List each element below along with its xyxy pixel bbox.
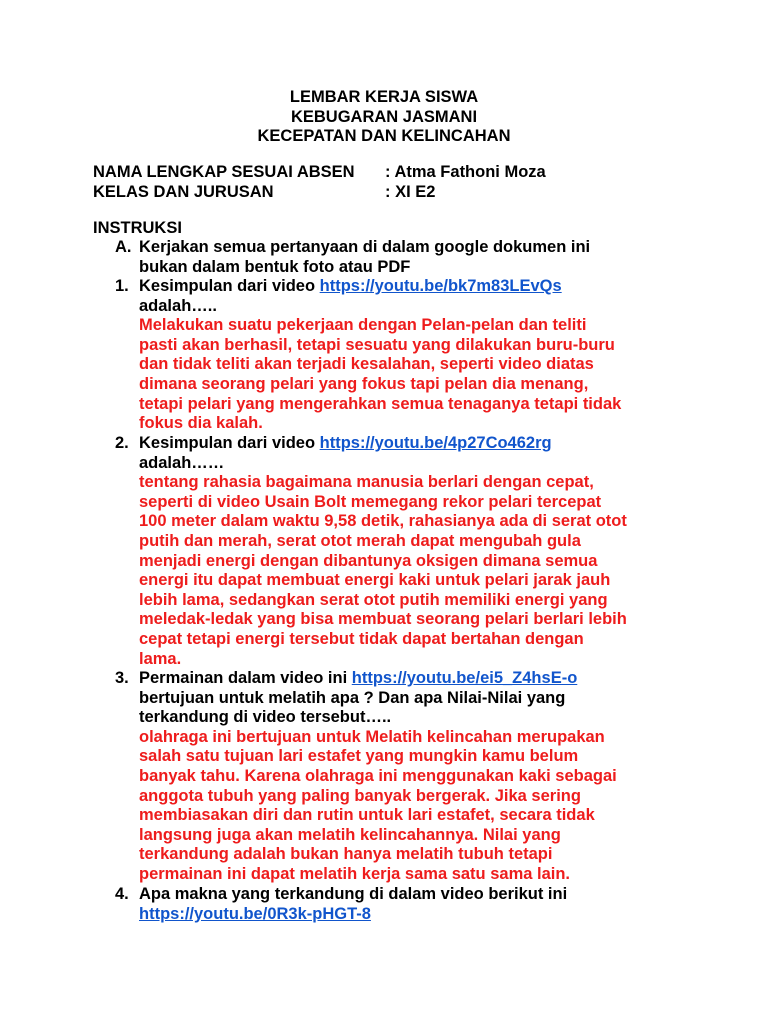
answer-line: tentang rahasia bagaimana manusia berlari dengan cepat, — [139, 473, 594, 492]
title-line-2: KEBUGARAN JASMANI — [290, 107, 478, 126]
student-class-row — [93, 183, 435, 203]
answer-line: olahraga ini bertujuan untuk Melatih kelincahan merupakan — [139, 727, 605, 746]
answer-line: salah satu tujuan lari estafet yang mungkin kamu belum — [139, 747, 579, 766]
student-class-label: KELAS DAN JURUSAN — [93, 183, 274, 201]
instruction-note-line: bukan dalam bentuk foto atau PDF — [139, 257, 411, 276]
answer-line: anggota tubuh yang paling banyak bergerak. Jika sering — [139, 786, 581, 805]
question-prompt — [139, 277, 685, 297]
instructions-heading: INSTRUKSI — [93, 219, 182, 237]
answer-line: 100 meter dalam waktu 9,58 detik, rahasianya ada di serat otot — [139, 512, 627, 531]
answer-line: membiasakan diri dan rutin untuk lari estafet, secara tidak — [139, 806, 595, 825]
answer-line: tetapi pelari yang mengerahkan semua tenaganya tetapi tidak — [139, 394, 622, 413]
question-prompt-text: Kesimpulan dari video — [139, 434, 320, 452]
question-number: 1. — [115, 277, 129, 295]
question-prompt-text: Kesimpulan dari video — [139, 277, 320, 295]
question-prompt-line: adalah….. — [139, 296, 217, 315]
student-name-value: : Atma Fathoni Moza — [385, 163, 546, 181]
answer-line: Melakukan suatu pekerjaan dengan Pelan-pelan dan teliti — [139, 316, 587, 335]
answer-line: dimana seorang pelari yang fokus tapi pelan dia menang, — [139, 374, 589, 393]
question-prompt-line: terkandung di video tersebut….. — [139, 708, 392, 727]
answer-line: pasti akan berhasil, tetapi sesuatu yang dilakukan buru-buru — [139, 335, 615, 354]
title-line-3: KECEPATAN DAN KELINCAHAN — [257, 127, 511, 145]
instruction-note-line: Kerjakan semua pertanyaan di dalam google dokumen ini — [139, 238, 591, 256]
question-3 — [115, 669, 685, 885]
answer-line: banyak tahu. Karena olahraga ini menggunakan kaki sebagai — [139, 766, 617, 785]
answer-line: energi itu dapat membuat energi kaki untuk pelari jarak jauh — [139, 571, 611, 590]
video-link[interactable]: https://youtu.be/ei5_Z4hsE-o — [351, 669, 578, 687]
student-name-label: NAMA LENGKAP SESUAI ABSEN — [93, 163, 355, 181]
answer-line: lama. — [139, 649, 182, 668]
answer-text[interactable] — [139, 473, 685, 669]
answer-text[interactable] — [139, 728, 685, 885]
answer-line: langsung juga akan melatih kelincahannya. Nilai yang — [139, 825, 561, 844]
question-prompt-line: bertujuan untuk melatih apa ? Dan apa Nilai-Nilai yang — [139, 688, 566, 707]
answer-line: meledak-ledak yang bisa membuat seorang pelari berlari lebih — [139, 610, 627, 629]
student-name-row — [93, 163, 546, 183]
question-prompt: Apa makna yang terkandung di dalam video berikut ini — [139, 885, 568, 903]
title-line-1: LEMBAR KERJA SISWA — [289, 88, 479, 106]
student-class-value: : XI E2 — [385, 183, 436, 201]
question-prompt-line: adalah…… — [139, 453, 225, 472]
answer-line: dan tidak teliti akan terjadi kesalahan, seperti video diatas — [139, 355, 594, 374]
question-prompt — [139, 434, 685, 454]
answer-text[interactable] — [139, 316, 685, 434]
answer-line: menjadi energi dengan dibantunya oksigen dimana semua — [139, 551, 598, 570]
document-title — [0, 88, 768, 147]
answer-line: terkandung adalah bukan hanya melatih tubuh tetapi — [139, 845, 553, 864]
question-number: 2. — [115, 434, 129, 452]
answer-line: cepat tetapi energi tersebut tidak dapat bertahan dengan — [139, 629, 584, 648]
answer-line: fokus dia kalah. — [139, 414, 263, 433]
question-1 — [115, 277, 685, 434]
video-link[interactable]: https://youtu.be/4p27Co462rg — [319, 434, 552, 452]
question-prompt — [139, 669, 685, 689]
video-link[interactable]: https://youtu.be/0R3k-pHGT-8 — [139, 904, 371, 923]
answer-line: seperti di video Usain Bolt memegang rekor pelari tercepat — [139, 492, 602, 511]
instruction-note — [115, 238, 685, 277]
question-2 — [115, 434, 685, 669]
answer-line: lebih lama, sedangkan serat otot putih memiliki energi yang — [139, 590, 608, 609]
question-4 — [115, 885, 685, 924]
answer-line: putih dan merah, serat otot merah dapat mengubah gula — [139, 531, 581, 550]
video-link[interactable]: https://youtu.be/bk7m83LEvQs — [319, 277, 562, 295]
question-number: 3. — [115, 669, 129, 687]
instruction-note-marker: A. — [115, 238, 132, 256]
question-number: 4. — [115, 885, 129, 903]
question-prompt-text: Permainan dalam video ini — [139, 669, 352, 687]
answer-line: permainan ini dapat melatih kerja sama satu sama lain. — [139, 864, 571, 883]
